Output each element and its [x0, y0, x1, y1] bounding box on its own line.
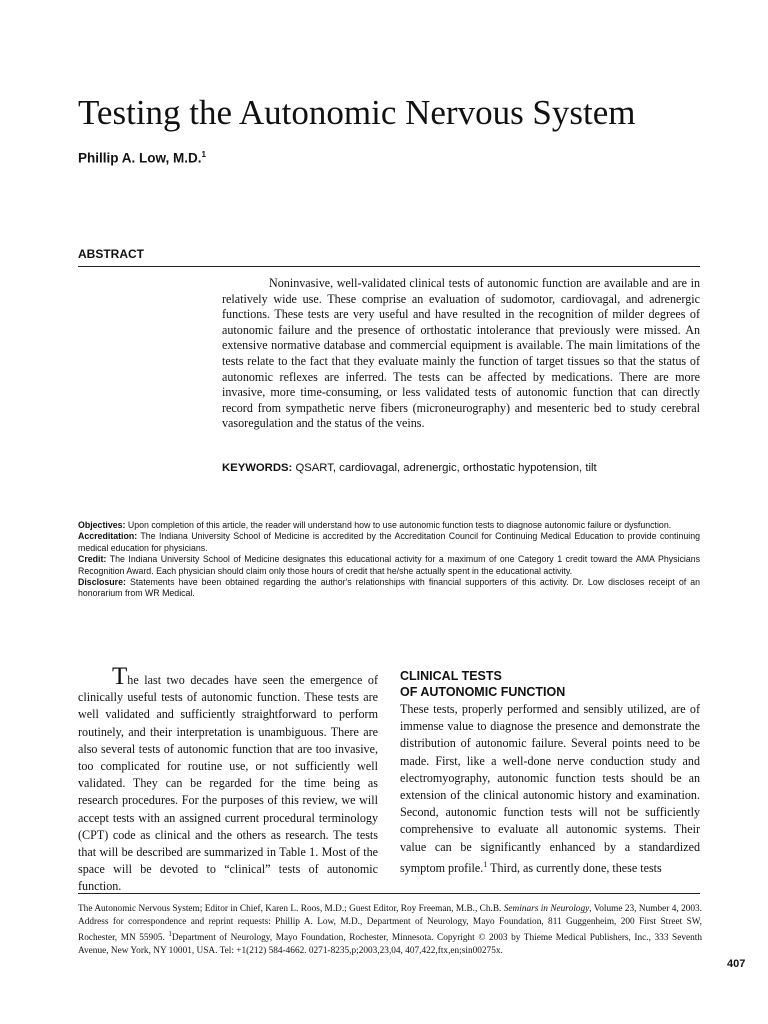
cme-notes: [78, 520, 700, 600]
section-heading-line: OF AUTONOMIC FUNCTION: [400, 685, 566, 699]
note-label: Accreditation:: [78, 531, 138, 542]
intro-paragraph: he last two decades have seen the emergence of clinically useful tests of autonomic function. These tests are well validated and sufficiently straightforward to perform routinely, and their interpretation is unambiguous. There are also several tests of autonomic function that are too invasive, too complicated for routine use, or not sufficiently well validated. They can be regarded for the time being as research procedures. For the purposes of this review, we will accept tests with an assigned current procedural terminology (CPT) code as clinical and the others as research. The tests that will be described are summarized in Table 1. Most of the space will be devoted to “clinical” tests of autonomic function.: [78, 673, 378, 894]
journal-name: Seminars in Neurology: [503, 904, 590, 914]
abstract-divider: [78, 266, 700, 267]
author-name-text: Phillip A. Low, M.D.: [78, 150, 202, 166]
note-label: Objectives:: [78, 520, 126, 530]
note-text: The Indiana University School of Medicine designates this educational activity for a maximum of one Category 1 credit toward the AMA Physicians Recognition Award. Each physician should claim only those hours of credit that he/she actually spent in the educational activity.: [78, 554, 700, 576]
accreditation-note: [78, 531, 700, 554]
article-title: Testing the Autonomic Nervous System: [78, 93, 636, 132]
body-left-column: [78, 663, 378, 896]
author-affiliation-marker: 1: [201, 150, 206, 159]
keywords-label: KEYWORDS:: [222, 462, 293, 474]
citation-marker: 1: [483, 859, 488, 869]
disclosure-note: [78, 577, 700, 600]
section-paragraph-text: These tests, properly performed and sensibly utilized, are of immense value to diagnose the presence and demonstrate the distribution of autonomic failure. Several points need to be made. First, like a well-done nerve conduction study and electromyography, autonomic function tests should be an extension of the clinical autonomic history and examination. Second, autonomic function tests will not be sufficiently comprehensive to evaluate all autonomic systems. Their value can be significantly enhanced by a standardized symptom profile.: [400, 702, 700, 875]
keywords-line: [222, 462, 702, 474]
abstract-text: Noninvasive, well-validated clinical tests of autonomic function are available and are in relatively wide use. These comprise an evaluation of sudomotor, cardiovagal, and adrenergic functions. These tests are very useful and have resulted in the recognition of milder degrees of autonomic failure and the presence of orthostatic intolerance that previously were missed. An extensive normative database and commercial equipment is available. The main limitations of the tests relate to the fact that they evaluate mainly the function of target tissues so that the status of autonomic reflexes are inferred. The tests can be affected by medications. There are more invasive, more time-consuming, or less validated tests of autonomic function that can directly record from sympathetic nerve fibers (microneurography) and mesenteric bed to study cerebral vasoregulation and the status of the veins.: [222, 276, 700, 431]
section-heading: [400, 668, 700, 700]
abstract-heading: ABSTRACT: [78, 247, 144, 261]
section-heading-line: CLINICAL TESTS: [400, 669, 502, 683]
body-right-column: [400, 668, 700, 877]
keywords-list: QSART, cardiovagal, adrenergic, orthostatic hypotension, tilt: [295, 462, 597, 474]
note-text: Upon completion of this article, the reader will understand how to use autonomic function tests to diagnose autonomic failure or dysfunction.: [127, 520, 672, 530]
author-name: [78, 150, 206, 166]
affiliation-marker: 1: [168, 930, 172, 939]
drop-cap: T: [112, 663, 128, 690]
footnote-text: Department of Neurology, Mayo Foundation, Rochester, Minnesota. Copyright © 2003 by Thieme Medical Publishers, Inc., 333 Seventh Avenue, New York, NY 10001, USA. Tel: +1(212) 584-4662. 0271-8235,p;2003,23,04, 407,422,ftx,en;sin00275x.: [78, 933, 702, 956]
section-paragraph: [400, 701, 700, 877]
objectives-note: [78, 520, 700, 531]
credit-note: [78, 554, 700, 577]
section-paragraph-text: Third, as currently done, these tests: [487, 860, 662, 875]
note-label: Credit:: [78, 554, 107, 565]
page-number: 407: [727, 958, 746, 970]
footnote-text: , Volume 23, Number 4, 2003. Address for correspondence and reprint requests: Phillip A. Low, M.D., Department of Neurology, Mayo Foundation, 811 Guggenheim, 200 First Street SW, Rochester, MN 55905.: [78, 904, 702, 944]
note-text: Statements have been obtained regarding the author's relationships with financial supporters of this activity. Dr. Low discloses receipt of an honorarium from WR Medical.: [78, 577, 700, 599]
footnote-text: The Autonomic Nervous System; Editor in Chief, Karen L. Roos, M.D.; Guest Editor, Roy Freeman, M.B., Ch.B.: [78, 904, 504, 914]
footer-divider: [78, 893, 700, 894]
note-text: The Indiana University School of Medicine is accredited by the Accreditation Council for Continuing Medical Education to provide continuing medical education for physicians.: [78, 531, 700, 553]
footnote: [78, 903, 702, 957]
note-label: Disclosure:: [78, 577, 126, 588]
